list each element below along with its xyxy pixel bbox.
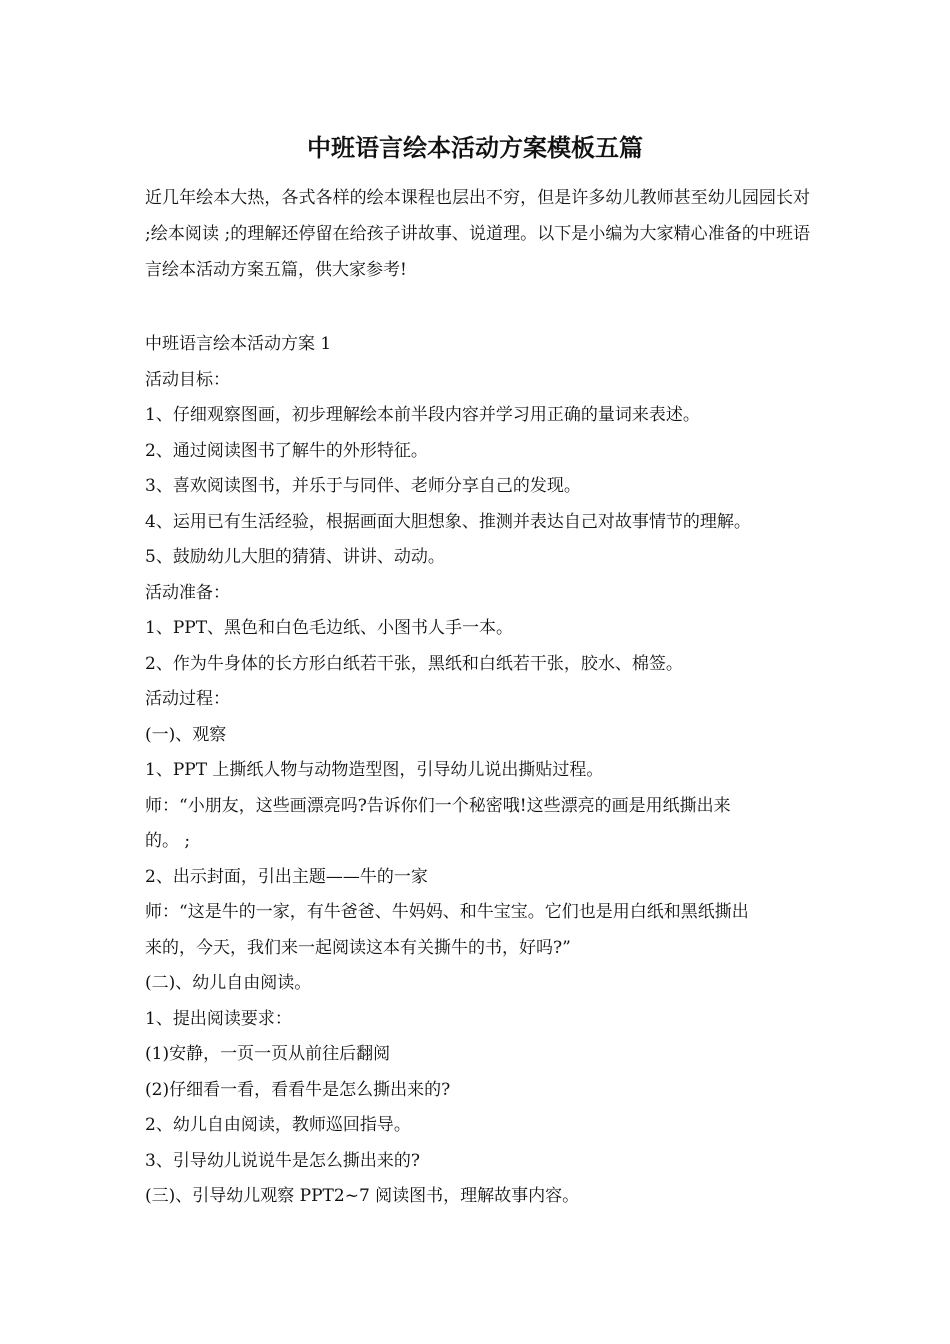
text-line: (一)、观察 (145, 724, 227, 745)
text-line: 活动过程： (145, 689, 230, 709)
text-line: 1、PPT 上撕纸人物与动物造型图，引导幼儿说出撕贴过程。 (145, 760, 604, 780)
text-line: 1、PPT、黑色和白色毛边纸、小图书人手一本。 (145, 618, 514, 638)
text-line: 中班语言绘本活动方案 1 (145, 334, 332, 354)
text-line: 师：“这是牛的一家，有牛爸爸、牛妈妈、和牛宝宝。它们也是用白纸和黑纸撕出 (145, 902, 749, 922)
text-line: (2)仔细看一看，看看牛是怎么撕出来的? (145, 1079, 451, 1100)
text-line: 5、鼓励幼儿大胆的猜猜、讲讲、动动。 (145, 547, 445, 567)
text-line: 2、幼儿自由阅读，教师巡回指导。 (145, 1115, 411, 1135)
body-lines (145, 327, 810, 1215)
text-line: 3、喜欢阅读图书，并乐于与同伴、老师分享自己的发现。 (145, 476, 581, 496)
text-line: 来的，今天，我们来一起阅读这本有关撕牛的书，好吗?” (145, 937, 571, 958)
text-line: 活动准备： (145, 582, 230, 603)
text-line: 1、仔细观察图画，初步理解绘本前半段内容并学习用正确的量词来表述。 (145, 405, 700, 425)
text-line: (1)安静，一页一页从前往后翻阅 (145, 1044, 391, 1064)
text-line: (二)、幼儿自由阅读。 (145, 973, 312, 993)
text-line: 2、作为牛身体的长方形白纸若干张，黑纸和白纸若干张，胶水、棉签。 (145, 653, 683, 674)
text-line: 活动目标： (145, 369, 230, 390)
text-line: (三)、引导幼儿观察 PPT2~7 阅读图书，理解故事内容。 (145, 1186, 580, 1206)
text-line: 1、提出阅读要求： (145, 1008, 292, 1029)
text-line: 的。 ; (145, 831, 191, 851)
text-line: 3、引导幼儿说说牛是怎么撕出来的? (145, 1150, 420, 1171)
text-line: 4、运用已有生活经验，根据画面大胆想象、推测并表达自己对故事情节的理解。 (145, 511, 751, 532)
intro-paragraph: 近几年绘本大热，各式各样的绘本课程也层出不穷，但是许多幼儿教师甚至幼儿园园长对 ;绘本阅读 ;的理解还停留在给孩子讲故事、说道理。以下是小编为大家精心准备的中班语言绘本活动方案五篇，供大家参考! (145, 188, 810, 280)
text-line: 2、出示封面，引出主题——牛的一家 (145, 866, 428, 887)
document-title: 中班语言绘本活动方案模板五篇 (307, 133, 643, 162)
text-line: 师：“小朋友，这些画漂亮吗?告诉你们一个秘密哦!这些漂亮的画是用纸撕出来 (145, 795, 731, 816)
text-line: 2、通过阅读图书了解牛的外形特征。 (145, 440, 428, 461)
